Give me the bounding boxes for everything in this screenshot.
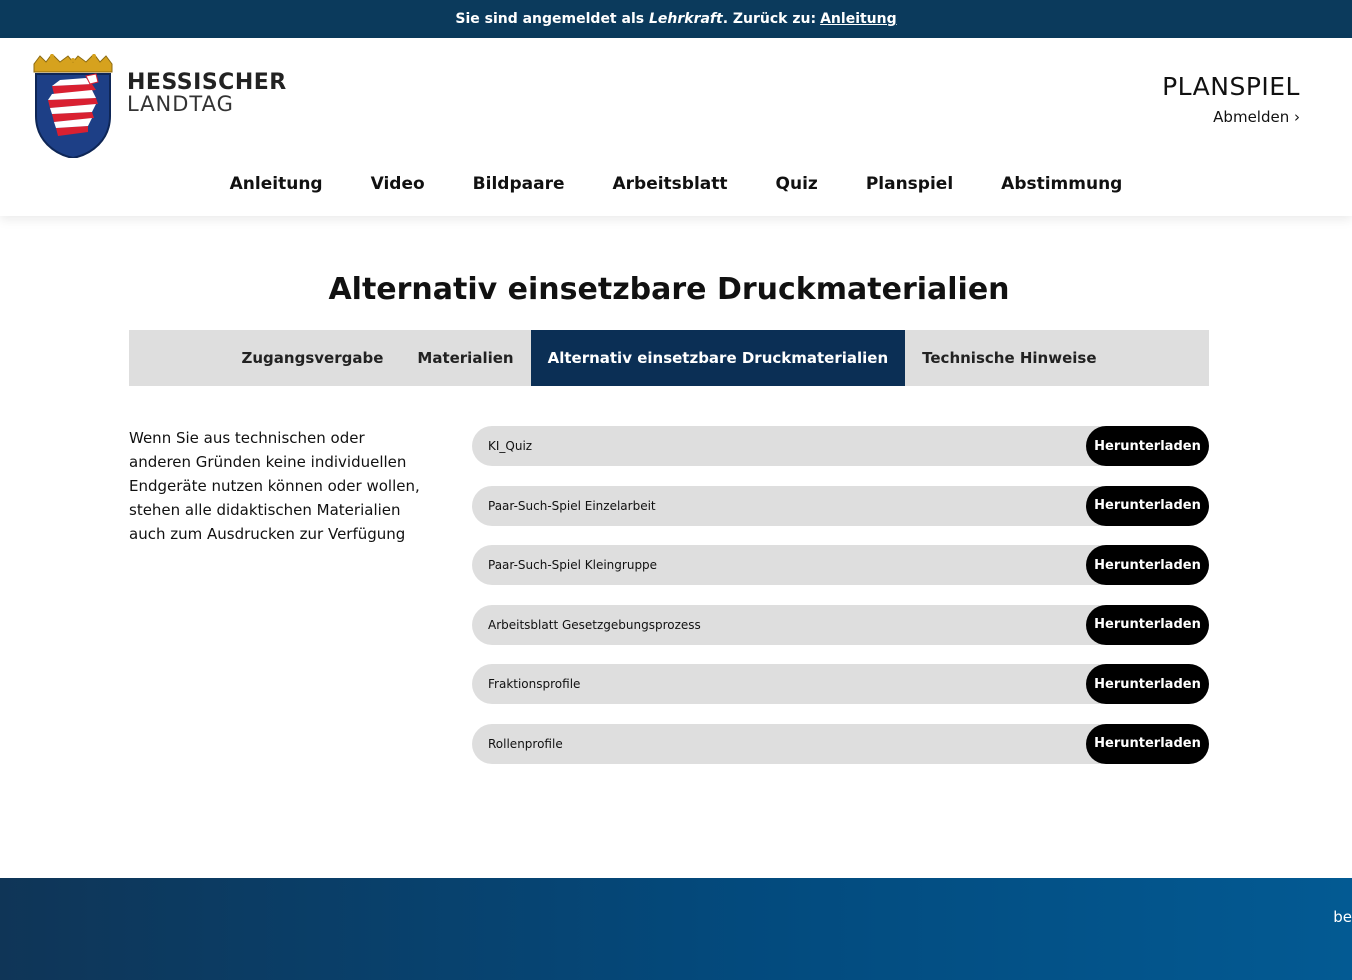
main-navigation (0, 174, 1352, 194)
download-title: Arbeitsblatt Gesetzgebungsprozess (488, 617, 701, 632)
tab-technische-hinweise[interactable]: Technische Hinweise (922, 349, 1097, 367)
download-button[interactable]: Herunterladen (1086, 426, 1209, 466)
download-row (472, 605, 1209, 645)
back-link[interactable]: Anleitung (820, 11, 897, 27)
tab-materialien[interactable]: Materialien (417, 349, 514, 367)
download-button[interactable]: Herunterladen (1086, 664, 1209, 704)
nav-item-arbeitsblatt[interactable]: Arbeitsblatt (612, 174, 728, 194)
download-row (472, 486, 1209, 526)
download-row (472, 664, 1209, 704)
download-title: KI_Quiz (488, 439, 533, 453)
hessen-coat-of-arms-icon (30, 54, 116, 158)
site-footer (0, 878, 1352, 980)
download-title: Rollenprofile (488, 736, 563, 751)
nav-item-anleitung[interactable]: Anleitung (229, 174, 323, 194)
tab-druckmaterialien[interactable]: Alternativ einsetzbare Druckmaterialien (531, 330, 906, 386)
download-row (472, 426, 1209, 466)
nav-item-video[interactable]: Video (370, 174, 425, 194)
intro-text: Wenn Sie aus technischen oder anderen Gründen keine individuellen Endgeräte nutzen können oder wollen, stehen alle didaktischen Materialien auch zum Ausdrucken zur Verfügung (129, 429, 420, 543)
notice-prefix: Sie sind angemeldet als (455, 11, 645, 27)
site-title: PLANSPIEL (1162, 72, 1300, 101)
notice-middle: . Zurück zu: (722, 11, 817, 27)
download-list (472, 426, 1209, 783)
brand-line-2: LANDTAG (127, 92, 234, 116)
brand-line-1: HESSISCHER (127, 70, 287, 95)
download-button[interactable]: Herunterladen (1086, 486, 1209, 526)
nav-item-abstimmung[interactable]: Abstimmung (1001, 174, 1123, 194)
download-title: Paar-Such-Spiel Einzelarbeit (488, 498, 656, 513)
logout-link[interactable]: Abmelden › (1213, 108, 1300, 126)
download-title: Fraktionsprofile (488, 677, 581, 691)
download-row (472, 724, 1209, 764)
download-title: Paar-Such-Spiel Kleingruppe (488, 558, 658, 572)
notice-role: Lehrkraft (648, 11, 723, 27)
footer-text-fragment: be (1333, 908, 1352, 926)
nav-item-quiz[interactable]: Quiz (775, 174, 818, 194)
nav-item-bildpaare[interactable]: Bildpaare (472, 174, 565, 194)
download-row (472, 545, 1209, 585)
download-button[interactable]: Herunterladen (1086, 545, 1209, 585)
login-notice-bar (0, 0, 1352, 38)
nav-item-planspiel[interactable]: Planspiel (865, 174, 954, 194)
page-title: Alternativ einsetzbare Druckmaterialien (328, 272, 1010, 307)
site-header (0, 38, 1352, 216)
section-tabs (129, 330, 1209, 386)
brand-wordmark[interactable] (127, 72, 287, 115)
tab-zugangsvergabe[interactable]: Zugangsvergabe (241, 349, 384, 367)
download-button[interactable]: Herunterladen (1086, 605, 1209, 645)
download-button[interactable]: Herunterladen (1086, 724, 1209, 764)
